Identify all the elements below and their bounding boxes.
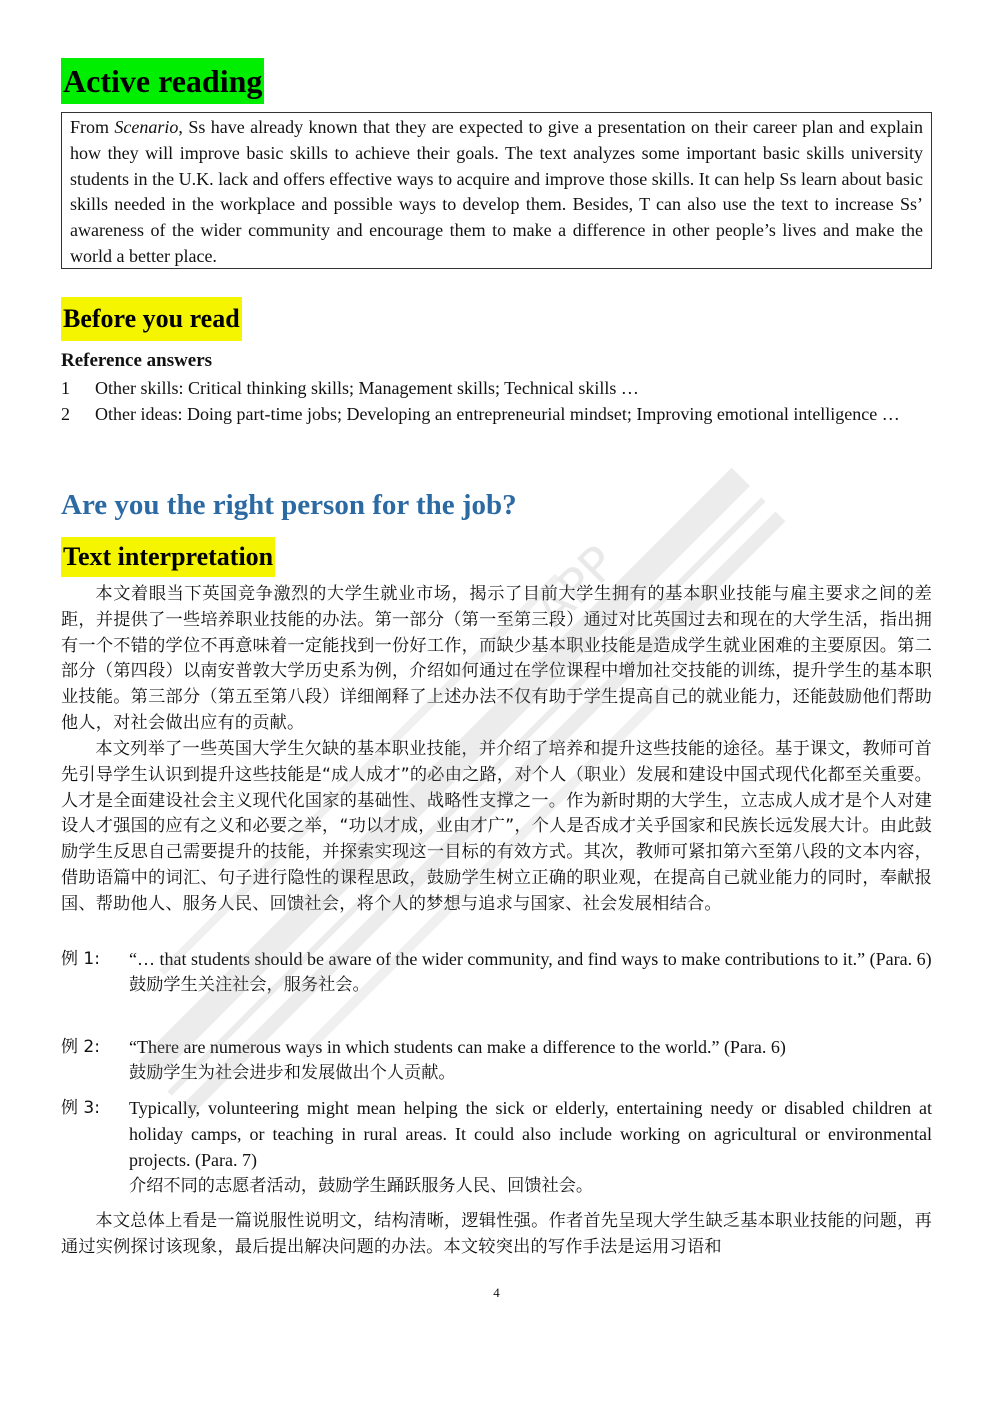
heading-before-you-read: Before you read (61, 297, 242, 341)
example-label: 例 1: (61, 949, 100, 969)
heading-text-interpretation: Text interpretation (61, 537, 275, 577)
interpretation-paragraph-1 (61, 582, 932, 737)
example-label: 例 2: (61, 1037, 100, 1057)
example-1 (61, 946, 932, 998)
reference-item (61, 375, 932, 401)
reference-answers-title: Reference answers (61, 350, 213, 371)
example-english: Typically, volunteering might mean helping the sick or elderly, entertaining needy or disabled children at holiday camps, or teaching in rural areas. It could also include working on agricultural or environmental projects. (Para. 7) (129, 1098, 932, 1170)
watermark-text: APP (523, 535, 628, 639)
paragraph-text: 本文总体上看是一篇说服性说明文，结构清晰，逻辑性强。作者首先呈现大学生缺乏基本职业技能的问题，再通过实例探讨该现象，最后提出解决问题的办法。本文较突出的写作手法是运用习语和 (61, 1211, 932, 1257)
intro-box (61, 112, 932, 269)
heading-active-reading: Active reading (61, 58, 264, 104)
intro-text-part1: From (70, 117, 115, 137)
example-3 (61, 1095, 932, 1199)
interpretation-paragraph-3 (61, 1209, 932, 1261)
reference-item-text: Other ideas: Doing part-time jobs; Developing an entrepreneurial mindset; Improving emotional intelligence … (95, 404, 900, 424)
example-label: 例 3: (61, 1098, 100, 1118)
reference-item-number: 2 (61, 404, 70, 424)
paragraph-text: 本文着眼当下英国竞争激烈的大学生就业市场，揭示了目前大学生拥有的基本职业技能与雇主要求之间的差距，并提供了一些培养职业技能的办法。第一部分（第一至第三段）通过对比英国过去和现在的大学生活，指出拥有一个不错的学位不再意味着一定能找到一份好工作，而缺少基本职业技能是造成学生就业困难的主要原因。第二部分（第四段）以南安普敦大学历史系为例，介绍如何通过在学位课程中增加社交技能的训练，提升学生的基本职业技能。第三部分（第五至第八段）详细阐释了上述办法不仅有助于学生提高自己的就业能力，还能鼓励他们帮助他人，对社会做出应有的贡献。 (61, 584, 932, 733)
reference-item-text: Other skills: Critical thinking skills; Management skills; Technical skills … (95, 378, 639, 398)
intro-scenario-italic: Scenario (114, 117, 179, 137)
example-chinese: 介绍不同的志愿者活动，鼓励学生踊跃服务人民、回馈社会。 (129, 1176, 594, 1196)
reference-item-number: 1 (61, 378, 70, 398)
page-number: 4 (493, 1285, 500, 1300)
intro-text-part2: , Ss have already known that they are expected to give a presentation on their career plan and explain how they will improve basic skills to achieve their goals. The text analyzes some important basic skills university students in the U.K. lack and offers effective ways to acquire and improve those skills. It can help Ss learn about basic skills needed in the workplace and possible ways to develop them. Besides, T can also use the text to increase Ss’ awareness of the wider community and encourage them to make a difference in other people’s lives and make the world a better place. (70, 117, 923, 266)
article-title: Are you the right person for the job? (61, 489, 517, 521)
interpretation-paragraph-2 (61, 737, 932, 918)
example-english: “There are numerous ways in which students can make a difference to the world.” (Para. 6) (129, 1037, 786, 1057)
example-2 (61, 1034, 932, 1086)
example-chinese: 鼓励学生关注社会，服务社会。 (129, 975, 370, 995)
example-chinese: 鼓励学生为社会进步和发展做出个人贡献。 (129, 1063, 456, 1083)
reference-item (61, 401, 932, 427)
example-english: “… that students should be aware of the wider community, and find ways to make contributions to it.” (Para. 6) (129, 949, 932, 969)
paragraph-text: 本文列举了一些英国大学生欠缺的基本职业技能，并介绍了培养和提升这些技能的途径。基于课文，教师可首先引导学生认识到提升这些技能是“成人成才”的必由之路，对个人（职业）发展和建设中国式现代化都至关重要。人才是全面建设社会主义现代化国家的基础性、战略性支撑之一。作为新时期的大学生，立志成人成才是个人对建设人才强国的应有之义和必要之举，“功以才成，业由才广”，个人是否成才关乎国家和民族长远发展大计。由此鼓励学生反思自己需要提升的技能，并探索实现这一目标的有效方式。其次，教师可紧扣第六至第八段的文本内容，借助语篇中的词汇、句子进行隐性的课程思政，鼓励学生树立正确的职业观，在提高自己就业能力的同时，奉献报国、帮助他人、服务人民、回馈社会，将个人的梦想与追求与国家、社会发展相结合。 (61, 739, 932, 914)
